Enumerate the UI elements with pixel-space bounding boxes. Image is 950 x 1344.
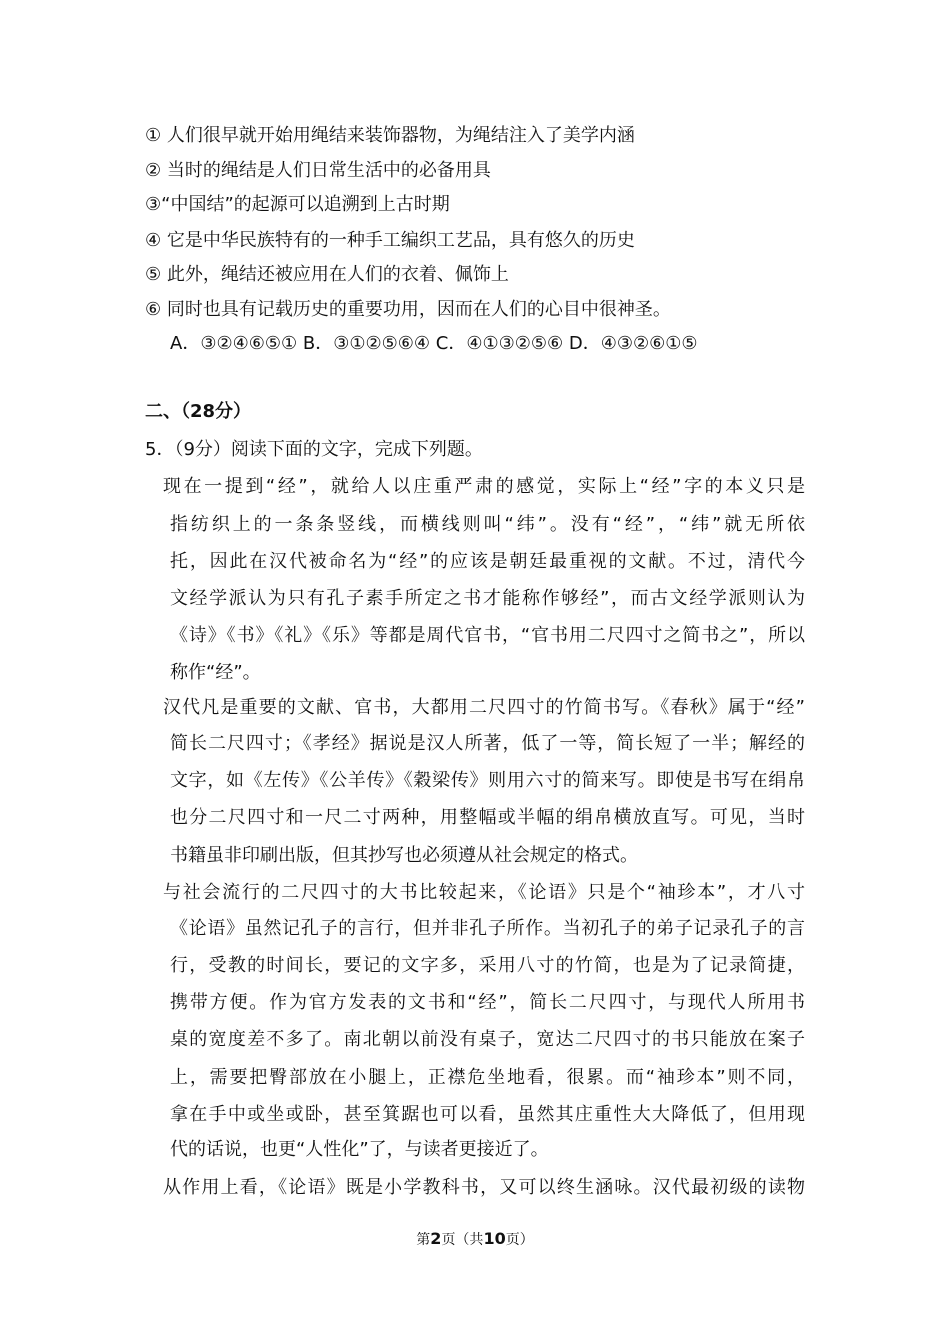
current-page: 2 — [430, 1229, 442, 1248]
paragraph-line: 也分二尺四寸和一尺二寸两种，用整幅或半幅的绢帛横放直写。可见，当时 — [170, 807, 805, 828]
page-footer — [0, 1229, 950, 1249]
paragraph-line: 指纺织上的一条条竖线，而横线则叫“纬”。没有“经”，“纬”就无所依 — [170, 514, 805, 535]
paragraph-line: 现在一提到“经”，就给人以庄重严肃的感觉，实际上“经”字的本义只是 — [163, 476, 805, 497]
question-prompt: 5．（9分）阅读下面的文字，完成下列题。 — [145, 439, 483, 460]
section-heading: 二、（28分） — [145, 401, 252, 422]
paragraph-line: 携带方便。作为官方发表的文书和“经”，简长二尺四寸，与现代人所用书 — [170, 992, 805, 1013]
option-item: ② 当时的绳结是人们日常生活中的必备用具 — [145, 160, 491, 181]
paragraph-line: 代的话说，也更“人性化”了，与读者更接近了。 — [170, 1139, 549, 1160]
footer-text: 页） — [505, 1232, 534, 1248]
paragraph-line: 《论语》虽然记孔子的言行，但并非孔子所作。当初孔子的弟子记录孔子的言 — [170, 918, 805, 939]
option-item: ④ 它是中华民族特有的一种手工编织工艺品，具有悠久的历史 — [145, 230, 635, 251]
paragraph-line: 拿在手中或坐或卧，甚至箕踞也可以看，虽然其庄重性大大降低了，但用现 — [170, 1104, 805, 1125]
footer-text: 第 — [416, 1232, 431, 1248]
paragraph-line: 简长二尺四寸；《孝经》据说是汉人所著，低了一等，简长短了一半；解经的 — [170, 733, 805, 754]
option-item: ⑥ 同时也具有记载历史的重要功用，因而在人们的心目中很神圣。 — [145, 299, 671, 320]
paragraph-line: 与社会流行的二尺四寸的大书比较起来，《论语》只是个“袖珍本”，才八寸 — [163, 882, 805, 903]
option-item: ⑤ 此外，绳结还被应用在人们的衣着、佩饰上 — [145, 264, 509, 285]
paragraph-line: 文经学派认为只有孔子素手所定之书才能称作够经”，而古文经学派则认为 — [170, 588, 805, 609]
total-pages: 10 — [483, 1229, 506, 1248]
paragraph-line: 桌的宽度差不多了。南北朝以前没有桌子，宽达二尺四寸的书只能放在案子 — [170, 1029, 805, 1050]
option-item: ① 人们很早就开始用绳结来装饰器物，为绳结注入了美学内涵 — [145, 125, 635, 146]
paragraph-line: 汉代凡是重要的文献、官书，大都用二尺四寸的竹简书写。《春秋》属于“经” — [163, 697, 805, 718]
paragraph-line: 行，受教的时间长，要记的文字多，采用八寸的竹简，也是为了记录简捷， — [170, 955, 805, 976]
answer-choices: A．③②④⑥⑤① B．③①②⑤⑥④ C．④①③②⑤⑥ D．④③②⑥①⑤ — [170, 333, 698, 354]
paragraph-line: 文字，如《左传》《公羊传》《穀梁传》则用六寸的简来写。即使是书写在绢帛 — [170, 770, 805, 791]
paragraph-line: 上，需要把臀部放在小腿上，正襟危坐地看，很累。而“袖珍本”则不同， — [170, 1067, 805, 1088]
paragraph-line: 称作“经”。 — [170, 662, 261, 683]
paragraph-line: 从作用上看，《论语》既是小学教科书，又可以终生涵咏。汉代最初级的读物 — [163, 1177, 805, 1198]
paragraph-line: 托，因此在汉代被命名为“经”的应该是朝廷最重视的文献。不过，清代今 — [170, 551, 805, 572]
option-item: ③“中国结”的起源可以追溯到上古时期 — [145, 194, 450, 215]
paragraph-line: 《诗》《书》《礼》《乐》等都是周代官书，“官书用二尺四寸之简书之”，所以 — [170, 625, 805, 646]
footer-text: 页（共 — [441, 1232, 484, 1248]
paragraph-line: 书籍虽非印刷出版，但其抄写也必须遵从社会规定的格式。 — [170, 845, 638, 866]
